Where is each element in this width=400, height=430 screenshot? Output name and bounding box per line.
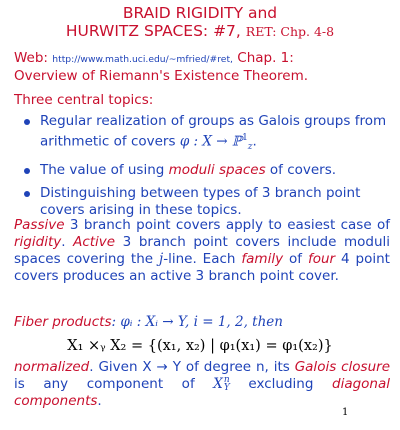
term-diagonal-components: diagonal components <box>14 376 391 409</box>
bullet-1-map: : X → ℙ <box>189 133 243 150</box>
term-fiber-products: Fiber products <box>14 314 112 330</box>
bullet-1-text: Regular realization of groups as Galois groups from arithmetic of covers <box>40 113 387 150</box>
web-line-1 <box>14 50 390 68</box>
bullet-1-sup: 1 <box>242 133 248 143</box>
bullet-dot-icon <box>24 119 30 125</box>
galois-x-base: X <box>213 376 223 392</box>
bullet-3-text: Distinguishing between types of 3 branch point covers arising in these topics. <box>40 185 361 219</box>
term-passive: Passive <box>14 217 65 233</box>
web-line-2: Overview of Riemann's Existence Theorem. <box>14 68 309 84</box>
bullet-item-3 <box>22 185 388 219</box>
title-line-1: BRAID RIGIDITY and <box>122 4 278 22</box>
normalized-text-3: excluding <box>229 376 332 392</box>
galois-x-sub: Y <box>223 383 230 393</box>
fiber-products-line <box>14 314 390 331</box>
title-line-2-ref: RET: Chp. 4-8 <box>245 24 335 39</box>
web-chapter: Chap. 1: <box>237 50 294 66</box>
bullet-1-end: . <box>252 133 257 150</box>
term-active: Active <box>73 234 116 250</box>
term-j: j <box>159 251 164 267</box>
normalized-text-1: . Given X → Y of degree n, its <box>89 359 295 375</box>
passive-active-paragraph <box>14 217 390 285</box>
bullet-item-1 <box>22 113 388 156</box>
title-line-2 <box>0 22 400 41</box>
bullet-2-post: of covers. <box>265 162 337 179</box>
bullet-2-pre: The value of using <box>40 162 169 179</box>
term-four: four <box>307 251 336 267</box>
term-rigidity: rigidity <box>14 234 62 250</box>
passive-text-5: of <box>283 251 308 267</box>
bullet-item-2 <box>22 162 388 179</box>
fiber-products-math: : φᵢ : Xᵢ → Y, i = 1, 2, then <box>111 314 283 330</box>
title-line-2-main: HURWITZ SPACES: #7, <box>65 22 241 40</box>
bullet-dot-icon <box>24 191 30 197</box>
normalized-paragraph <box>14 359 390 410</box>
normalized-text-4: . <box>97 393 102 409</box>
bullet-2-emphasis: moduli spaces <box>168 162 266 179</box>
web-reference <box>14 50 390 85</box>
page-number: 1 <box>342 407 349 418</box>
bullet-1-sub: z <box>247 142 253 153</box>
passive-text-4: -line. Each <box>163 251 242 267</box>
passive-text-1: 3 branch point covers apply to easiest case of <box>64 217 390 233</box>
term-family: family <box>241 251 284 267</box>
passive-text-2: . <box>61 234 74 250</box>
passive-text-3: 3 branch point covers include moduli spaces covering the <box>14 234 390 267</box>
web-label: Web: <box>14 50 48 66</box>
fiber-product-equation: X₁ ×ᵧ X₂ = {(x₁, x₂) | φ₁(x₁) = φ₁(x₂)} <box>67 338 333 354</box>
topic-bullets <box>22 113 388 225</box>
bullet-dot-icon <box>24 168 30 174</box>
passive-text-6: 4 point covers produces an active 3 branch point cover. <box>14 251 390 284</box>
web-url-link[interactable]: http://www.math.uci.edu/~mfried/#ret, <box>52 54 233 65</box>
term-galois-closure: Galois closure <box>294 359 391 375</box>
topics-heading: Three central topics: <box>14 92 154 108</box>
slide-title <box>0 4 400 41</box>
galois-x-sup: n <box>223 375 230 385</box>
bullet-1-phi: φ <box>179 133 190 150</box>
term-normalized: normalized <box>14 359 90 375</box>
normalized-text-2: is any component of <box>14 376 214 392</box>
